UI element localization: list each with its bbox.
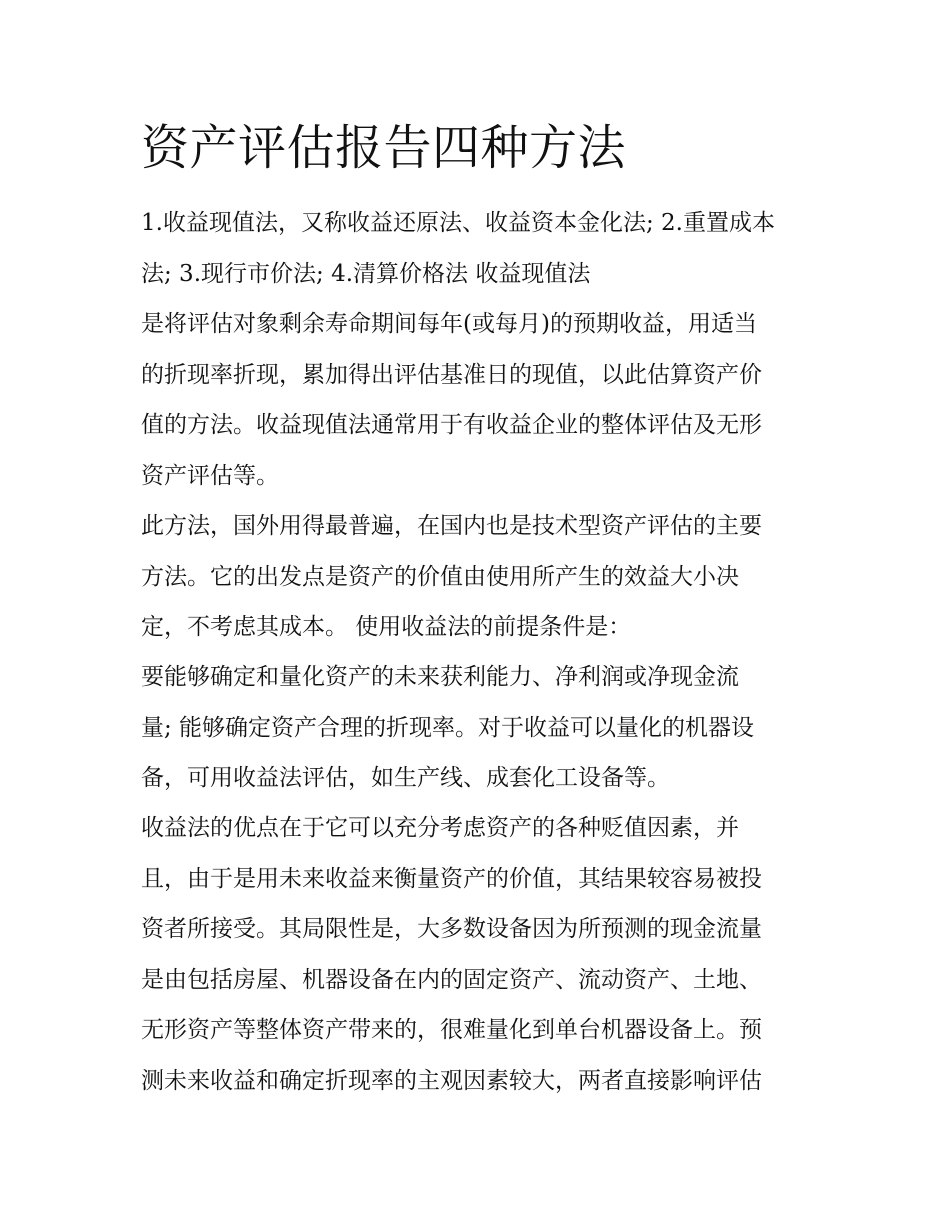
text-line: 且，由于是用未来收益来衡量资产的价值，其结果较容易被投 [141, 865, 762, 892]
text-line: 定，不考虑其成本。 使用收益法的前提条件是： [141, 614, 632, 640]
text-line: 收益法的优点在于它可以充分考虑资产的各种贬值因素，并 [141, 815, 739, 841]
document-title: 资产评估报告四种方法 [141, 120, 627, 176]
paragraph-methods-list [141, 198, 813, 299]
text-line: 备，可用收益法评估，如生产线、成套化工设备等。 [141, 765, 670, 791]
text-line: 是将评估对象剩余寿命期间每年(或每月)的预期收益，用适当 [141, 311, 757, 337]
text-line: 值的方法。收益现值法通常用于有收益企业的整体评估及无形 [141, 412, 762, 438]
text-line: 的折现率折现，累加得出评估基准日的现值，以此估算资产价 [141, 361, 762, 388]
text-line: 无形资产等整体资产带来的，很难量化到单台机器设备上。预 [141, 1017, 762, 1043]
text-line: 资者所接受。其局限性是，大多数设备因为所预测的现金流量 [141, 916, 762, 942]
text-line: 是由包括房屋、机器设备在内的固定资产、流动资产、土地、 [141, 966, 762, 993]
text-line: 1.收益现值法，又称收益还原法、收益资本金化法; 2.重置成本 [141, 210, 775, 236]
paragraph-income-method-definition [141, 299, 813, 501]
text-line: 资产评估等。 [141, 462, 279, 489]
paragraph-pros-cons [141, 803, 813, 1106]
text-line: 量; 能够确定资产合理的折现率。对于收益可以量化的机器设 [141, 714, 755, 741]
text-line: 测未来收益和确定折现率的主观因素较大，两者直接影响评估 [141, 1067, 762, 1094]
text-line: 要能够确定和量化资产的未来获利能力、净利润或净现金流 [141, 664, 739, 690]
paragraph-usage [141, 501, 813, 653]
text-line: 此方法，国外用得最普遍，在国内也是技术型资产评估的主要 [141, 513, 762, 539]
text-line: 方法。它的出发点是资产的价值由使用所产生的效益大小决 [141, 563, 739, 590]
text-line: 法; 3.现行市价法; 4.清算价格法 收益现值法 [141, 260, 591, 287]
paragraph-preconditions [141, 652, 813, 804]
